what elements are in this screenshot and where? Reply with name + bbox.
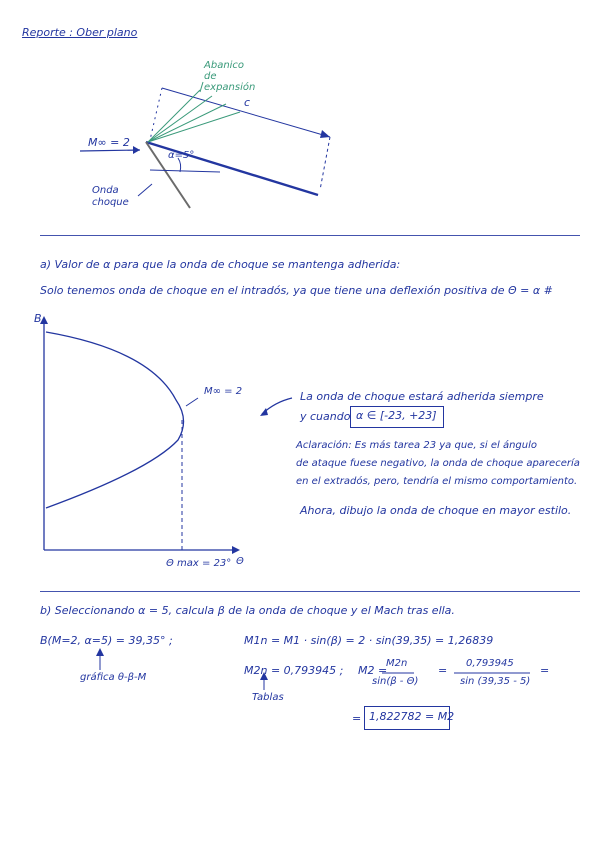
equals-sign: =: [438, 664, 448, 677]
normal-mach-1-equation: M1n = M1 · sin(β) = 2 · sin(39,35) = 1,26839: [244, 634, 494, 647]
page-title: Reporte : Ober plano: [22, 26, 138, 39]
beta-equation: B(M=2, α=5) = 39,35° ;: [40, 634, 173, 647]
beta-source-note: gráfica θ-β-M: [80, 672, 147, 683]
fraction-2-numerator: 0,793945: [466, 658, 514, 669]
alpha-range: α ∈ [-23, +23]: [356, 409, 437, 422]
chord-label: c: [244, 96, 251, 109]
section-a-heading: a) Valor de α para que la onda de choque se mantenga adherida:: [40, 258, 401, 271]
trailing-equals-sign: =: [540, 664, 550, 677]
result-equals-sign: =: [352, 712, 362, 725]
clarification-line-3: en el extradós, pero, tendría el mismo comportamiento.: [296, 476, 578, 487]
angle-label: α=5°: [168, 150, 195, 161]
mach-2-lhs: M2 =: [358, 664, 388, 677]
drawing-note: Ahora, dibujo la onda de choque en mayor estilo.: [300, 504, 572, 517]
graph-x-label: Θ: [236, 556, 244, 567]
mach-2-result: 1,822782 = M2: [369, 710, 455, 723]
fraction-1-numerator: M2n: [386, 658, 408, 669]
beta-note-arrow-head: [96, 648, 104, 656]
normal-mach-2-equation: M2n = 0,793945 ;: [244, 664, 344, 677]
section-a-text: Solo tenemos onda de choque en el intradós, ya que tiene una deflexión positiva de Θ = α #: [40, 284, 553, 297]
clarification-line-2: de ataque fuese negativo, la onda de choque aparecería: [296, 458, 580, 469]
fraction-2-denominator: sin (39,35 - 5): [460, 676, 531, 687]
note-line-1: La onda de choque estará adherida siempre: [300, 390, 544, 403]
tables-note: Tablas: [252, 692, 284, 703]
clarification-line-1: Aclaración: Es más tarea 23 ya que, si el ángulo: [296, 440, 537, 451]
shock-label: Onda choque: [92, 185, 129, 208]
graph-theta-max-label: Θ max = 23°: [166, 558, 232, 569]
graph-curve-label: M∞ = 2: [204, 386, 243, 397]
graph-y-label: B: [34, 312, 42, 325]
fraction-1-denominator: sin(β - Θ): [372, 676, 419, 687]
freestream-mach-label: M∞ = 2: [88, 136, 130, 149]
section-b-heading: b) Seleccionando α = 5, calcula β de la onda de choque y el Mach tras ella.: [40, 604, 455, 617]
expansion-fan-label: Abanico de expansión: [204, 60, 256, 93]
note-line-2: y cuando: [300, 410, 351, 423]
